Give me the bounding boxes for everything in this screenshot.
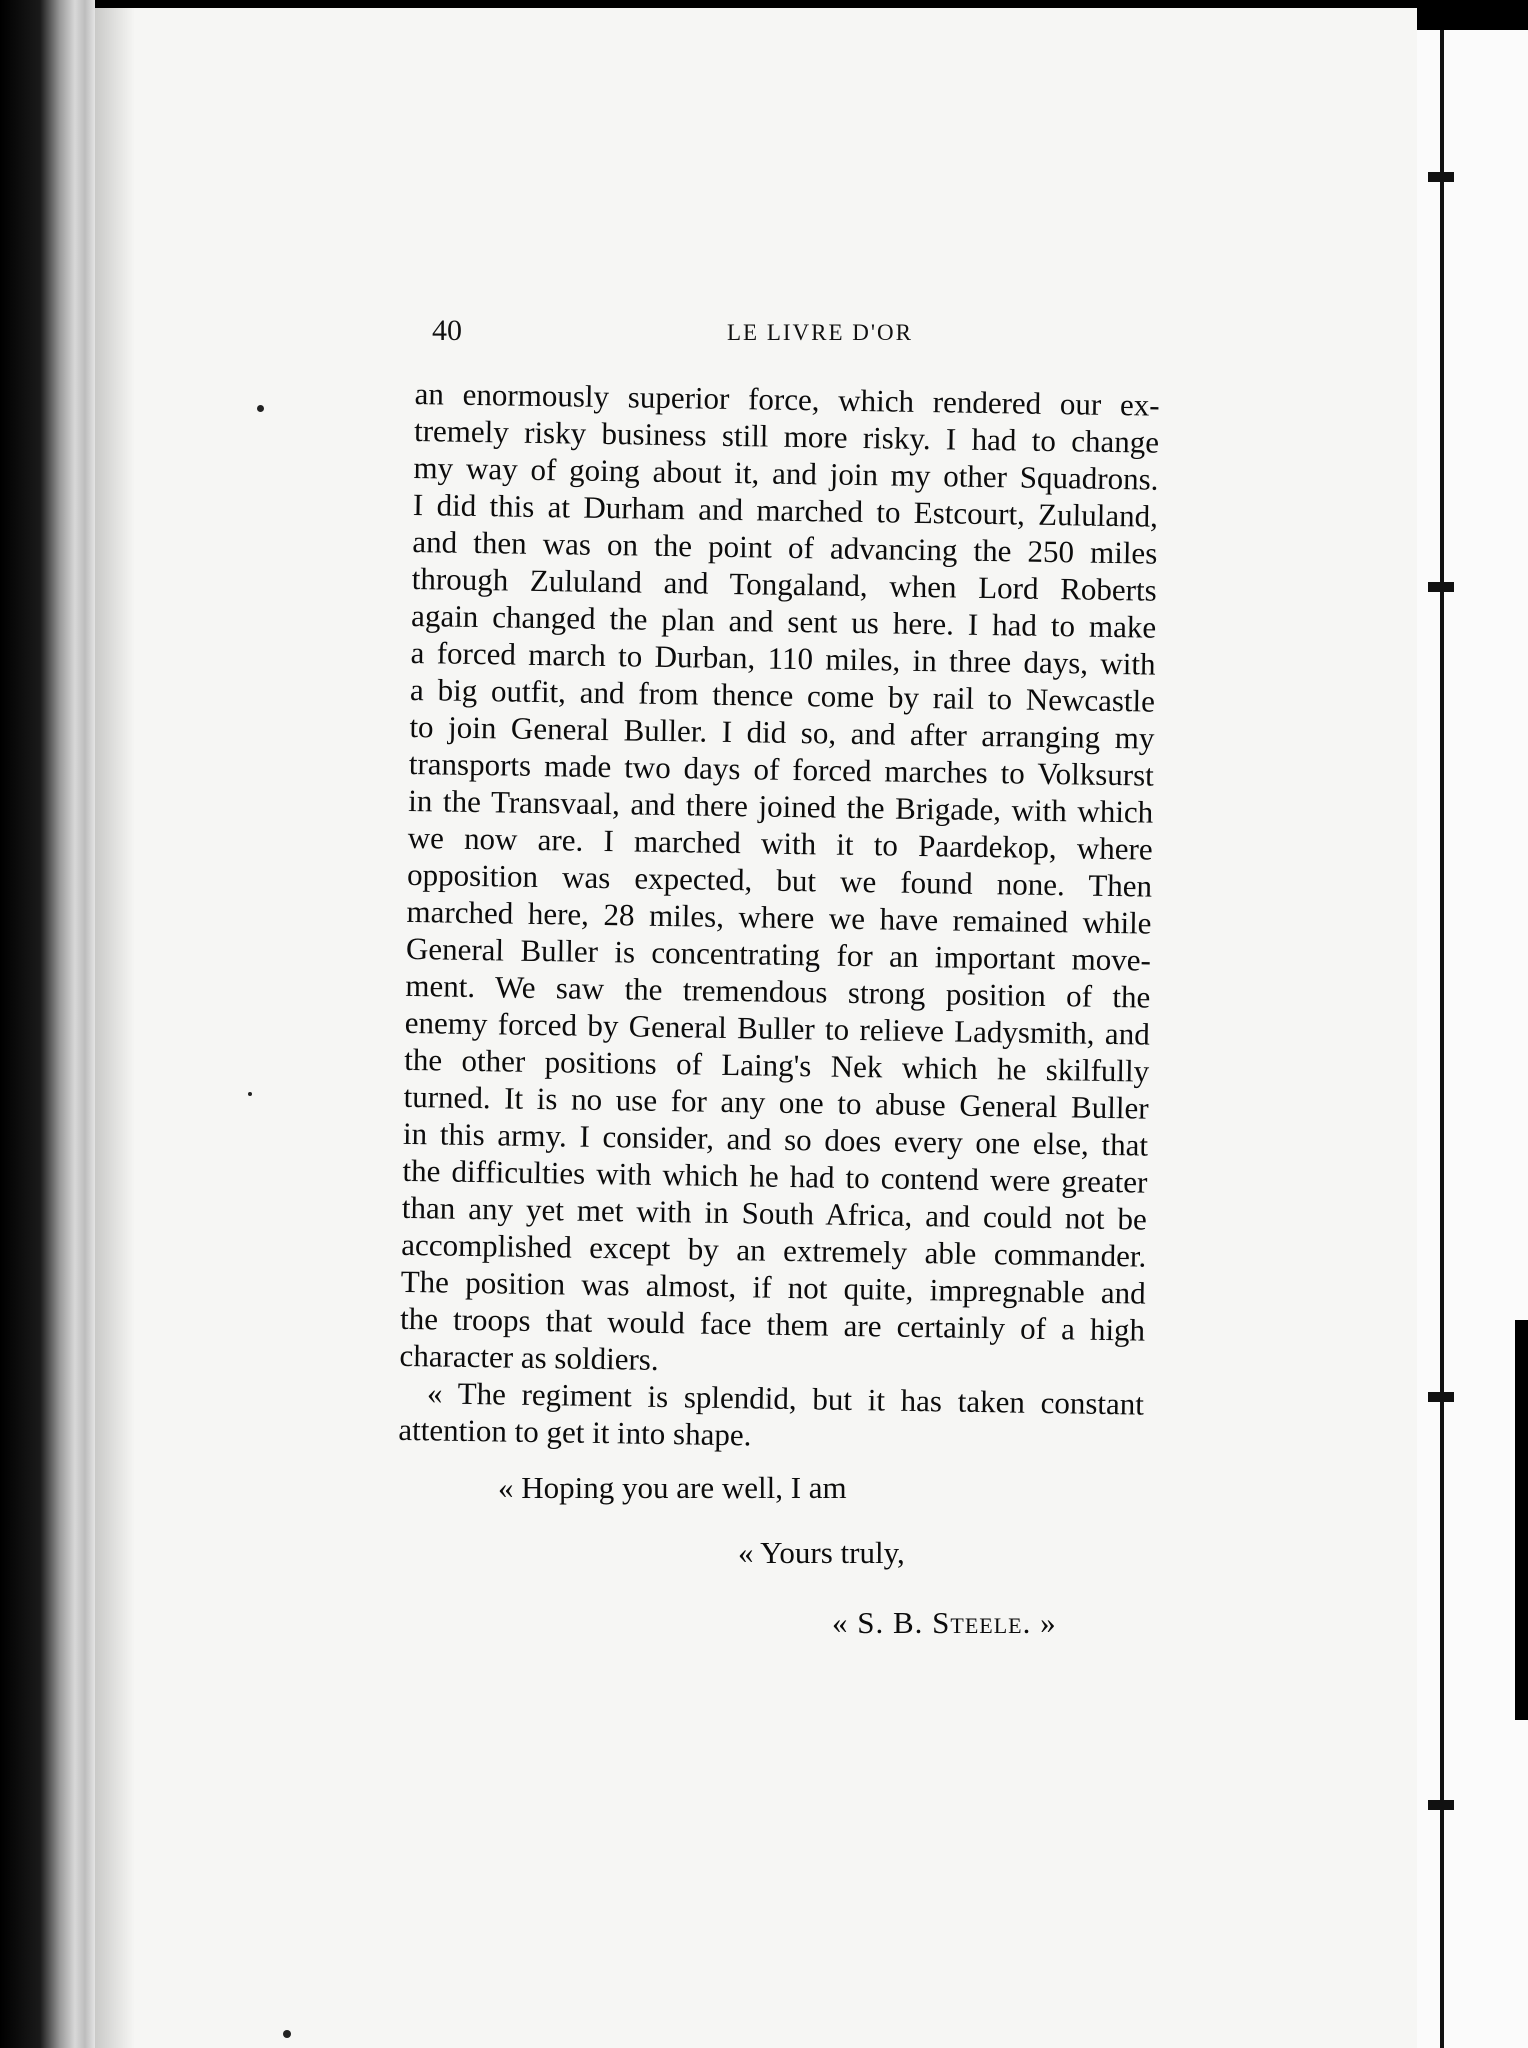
- page-edge-rule: [1440, 30, 1444, 2048]
- letter-body: [398, 375, 1160, 1460]
- text-line: again changed the plan and sent us here. I had to make: [410, 597, 1157, 645]
- gutter-shadow: [95, 8, 135, 2048]
- text-line: in the Transvaal, and there joined the Brigade, with which: [408, 782, 1154, 830]
- text-line: I did this at Durham and marched to Estcourt, Zululand,: [412, 486, 1159, 534]
- next-page-edge: [1417, 30, 1528, 2048]
- text-line: a forced march to Durban, 110 miles, in three days, with: [410, 634, 1156, 682]
- text-line: attention to get it into shape.: [398, 1411, 752, 1453]
- text-line: enemy forced by General Buller to relieve Ladysmith, and: [404, 1004, 1151, 1052]
- text-line: the other positions of Laing's Nek which he skilfully: [403, 1041, 1150, 1089]
- running-head: LE LIVRE D'OR: [726, 320, 913, 345]
- closing-greeting: « Hoping you are well, I am: [498, 1470, 847, 1505]
- text-line: character as soldiers.: [399, 1337, 659, 1377]
- text-line: turned. It is no use for any one to abuse General Buller: [403, 1078, 1149, 1126]
- text-line: the troops that would face them are certainly of a high: [399, 1300, 1146, 1348]
- text-line: than any yet met with in South Africa, and could not be: [401, 1189, 1148, 1237]
- text-line: The position was almost, if not quite, impregnable and: [400, 1263, 1146, 1311]
- edge-notch: [1428, 172, 1454, 182]
- edge-notch: [1428, 1392, 1454, 1402]
- text-line: tremely risky business still more risky. I had to change: [413, 412, 1160, 460]
- text-line: an enormously superior force, which rendered our ex-: [414, 375, 1160, 423]
- text-line: and then was on the point of advancing the 250 miles: [412, 523, 1158, 571]
- text-line: to join General Buller. I did so, and after arranging my: [409, 708, 1155, 756]
- text-line: the difficulties with which he had to contend were greater: [402, 1152, 1148, 1200]
- text-line: in this army. I consider, and so does every one else, that: [402, 1115, 1149, 1163]
- text-line: opposition was expected, but we found none. Then: [406, 856, 1153, 904]
- text-line: marched here, 28 miles, where we have remained while: [406, 893, 1152, 941]
- text-line: General Buller is concentrating for an important move-: [405, 930, 1152, 978]
- ink-speck: [248, 1092, 252, 1096]
- edge-notch: [1428, 582, 1454, 592]
- text-line: ment. We saw the tremendous strong position of the: [405, 967, 1151, 1015]
- ink-speck: [283, 2030, 291, 2038]
- text-line: transports made two days of forced marches to Volksurst: [408, 745, 1155, 793]
- text-line: through Zululand and Tongaland, when Lord Roberts: [411, 560, 1157, 608]
- page-number: 40: [432, 314, 462, 347]
- text-line: « The regiment is splendid, but it has taken constant: [426, 1375, 1145, 1422]
- text-line: accomplished except by an extremely able commander.: [401, 1226, 1147, 1274]
- edge-notch: [1428, 1800, 1454, 1810]
- closing-valediction: « Yours truly,: [738, 1535, 905, 1570]
- text-line: a big outfit, and from thence come by rail to Newcastle: [409, 671, 1156, 719]
- page-edge-shadow: [1515, 1320, 1528, 1720]
- ink-speck: [257, 405, 264, 412]
- text-line: my way of going about it, and join my other Squadrons.: [413, 449, 1159, 497]
- text-line: we now are. I marched with it to Paardekop, where: [407, 819, 1153, 867]
- book-edge-left: [0, 0, 95, 2048]
- signature-name: « S. B. Steele. »: [832, 1605, 1057, 1640]
